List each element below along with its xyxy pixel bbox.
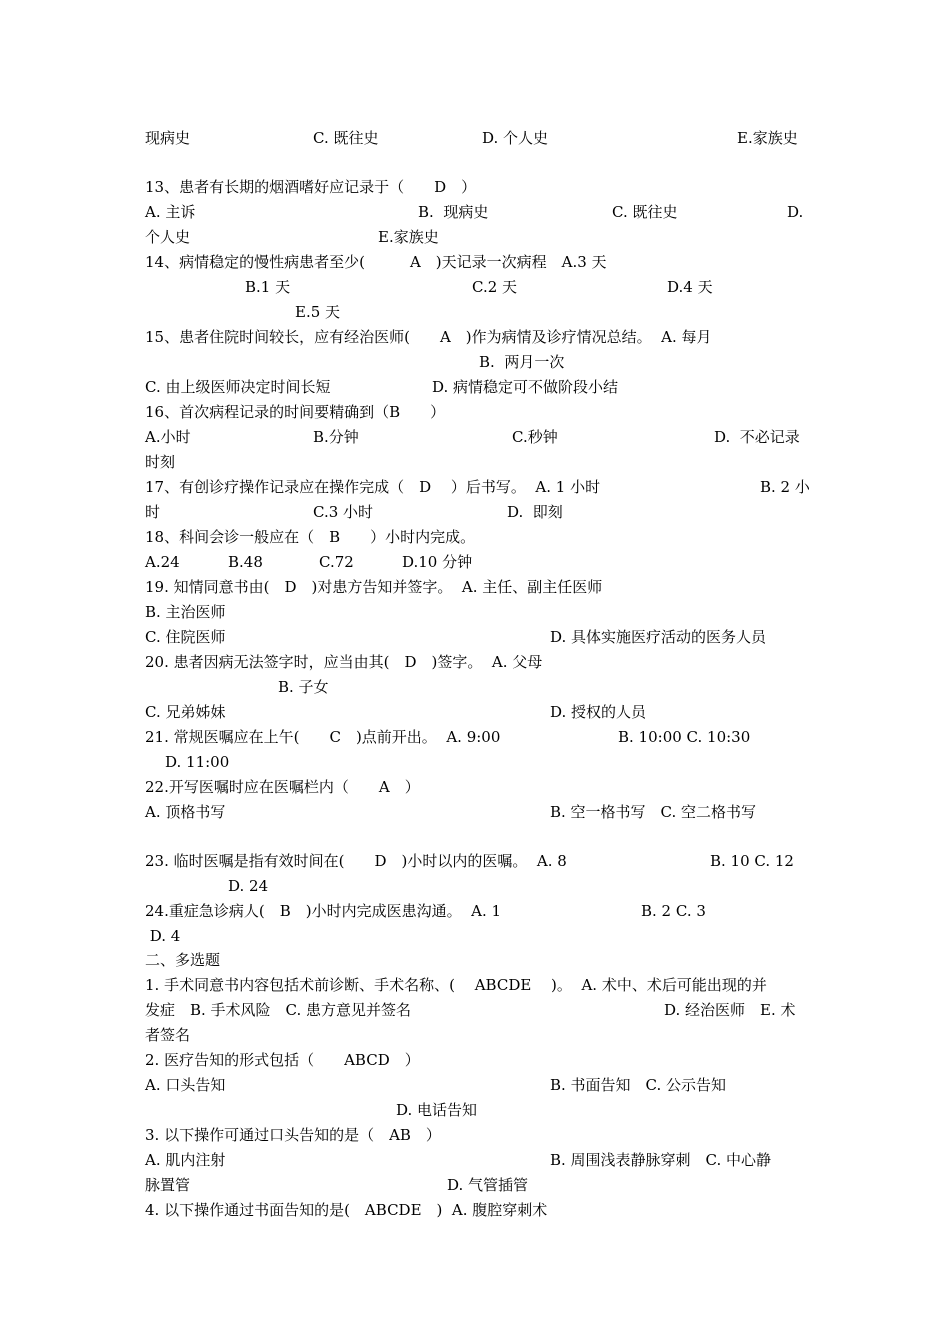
text-line: B. 2 C. 3 xyxy=(641,902,706,920)
text-line: D. 经治医师 E. 术 xyxy=(664,1001,796,1019)
text-line: 14、病情稳定的慢性病患者至少( A )天记录一次病程 A.3 天 xyxy=(145,253,607,271)
text-line: B. 空一格书写 C. 空二格书写 xyxy=(550,803,757,821)
text-line: E.5 天 xyxy=(295,303,341,321)
text-line: D. 4 xyxy=(145,927,181,945)
text-line: A.24 xyxy=(145,553,180,571)
text-line: B. 子女 xyxy=(278,678,329,696)
text-line: C. 由上级医师决定时间长短 xyxy=(145,378,331,396)
text-line: E.家族史 xyxy=(378,228,439,246)
text-line: 时 xyxy=(145,503,161,521)
text-line: 1. 手术同意书内容包括术前诊断、手术名称、( ABCDE )。 A. 术中、术后可能出现的并 xyxy=(145,976,767,994)
text-line: C. 既往史 xyxy=(313,129,379,147)
text-line: D.10 分钟 xyxy=(402,553,473,571)
text-line: D. 授权的人员 xyxy=(550,703,647,721)
text-line: A. 顶格书写 xyxy=(145,803,226,821)
text-line: D. 电话告知 xyxy=(396,1101,478,1119)
text-line: D.4 天 xyxy=(667,278,713,296)
text-line: B. 2 小 xyxy=(760,478,810,496)
text-line: A.小时 xyxy=(145,428,191,446)
text-line: C.秒钟 xyxy=(512,428,558,446)
text-line: B. 10:00 C. 10:30 xyxy=(618,728,751,746)
text-line: 发症 B. 手术风险 C. 患方意见并签名 xyxy=(145,1001,412,1019)
text-line: 者签名 xyxy=(145,1026,191,1044)
text-line: 20. 患者因病无法签字时，应当由其( D )签字。 A. 父母 xyxy=(145,653,543,671)
text-line: B. 周围浅表静脉穿刺 C. 中心静 xyxy=(550,1151,772,1169)
text-line: D. xyxy=(787,203,804,221)
text-line: B.分钟 xyxy=(313,428,359,446)
text-line: B. 两月一次 xyxy=(479,353,565,371)
text-line: C.3 小时 xyxy=(313,503,374,521)
text-line: B. 主治医师 xyxy=(145,603,226,621)
text-line: 19. 知情同意书由( D )对患方告知并签字。 A. 主任、副主任医师 xyxy=(145,578,603,596)
text-line: B.1 天 xyxy=(245,278,291,296)
text-line: B. 10 C. 12 xyxy=(710,852,794,870)
text-line: 15、患者住院时间较长，应有经治医师( A )作为病情及诊疗情况总结。 A. 每月 xyxy=(145,328,712,346)
text-line: D. 不必记录 xyxy=(714,428,800,446)
text-line: 17、有创诊疗操作记录应在操作完成（ D ）后书写。 A. 1 小时 xyxy=(145,478,601,496)
text-line: A. 肌内注射 xyxy=(145,1151,226,1169)
text-line: 2. 医疗告知的形式包括（ ABCD ） xyxy=(145,1051,420,1069)
text-line: D. 具体实施医疗活动的医务人员 xyxy=(550,628,767,646)
text-line: B. 现病史 xyxy=(418,203,489,221)
text-line: D. 气管插管 xyxy=(447,1176,529,1194)
text-line: A. 主诉 xyxy=(145,203,196,221)
text-line: C. 既往史 xyxy=(612,203,678,221)
text-line: B.48 xyxy=(228,553,263,571)
text-line: E.家族史 xyxy=(737,129,798,147)
text-line: D. 11:00 xyxy=(165,753,230,771)
text-line: 23. 临时医嘱是指有效时间在( D )小时以内的医嘱。 A. 8 xyxy=(145,852,567,870)
text-line: 21. 常规医嘱应在上午( C )点前开出。 A. 9:00 xyxy=(145,728,501,746)
text-line: A. 口头告知 xyxy=(145,1076,226,1094)
text-line: 脉置管 xyxy=(145,1176,191,1194)
text-line: C.72 xyxy=(319,553,354,571)
text-line: 现病史 xyxy=(145,129,191,147)
text-line: D. 病情稳定可不做阶段小结 xyxy=(432,378,619,396)
text-line: 3. 以下操作可通过口头告知的是（ AB ） xyxy=(145,1126,441,1144)
text-line: C.2 天 xyxy=(472,278,518,296)
text-line: 22.开写医嘱时应在医嘱栏内（ A ） xyxy=(145,778,420,796)
text-line: 13、患者有长期的烟酒嗜好应记录于（ D ） xyxy=(145,178,477,196)
text-line: 24.重症急诊病人( B )小时内完成医患沟通。 A. 1 xyxy=(145,902,502,920)
text-line: 16、首次病程记录的时间要精确到（B ） xyxy=(145,403,446,421)
text-line: B. 书面告知 C. 公示告知 xyxy=(550,1076,727,1094)
text-line: D. 24 xyxy=(228,877,269,895)
text-line: D. 个人史 xyxy=(482,129,549,147)
text-line: C. 兄弟姊妹 xyxy=(145,703,226,721)
text-line: 18、科间会诊一般应在（ B ）小时内完成。 xyxy=(145,528,476,546)
text-line: 二、多选题 xyxy=(145,951,221,969)
text-line: C. 住院医师 xyxy=(145,628,226,646)
text-line: 4. 以下操作通过书面告知的是( ABCDE ) A. 腹腔穿刺术 xyxy=(145,1201,548,1219)
text-line: D. 即刻 xyxy=(507,503,563,521)
text-line: 个人史 xyxy=(145,228,191,246)
text-line: 时刻 xyxy=(145,453,176,471)
